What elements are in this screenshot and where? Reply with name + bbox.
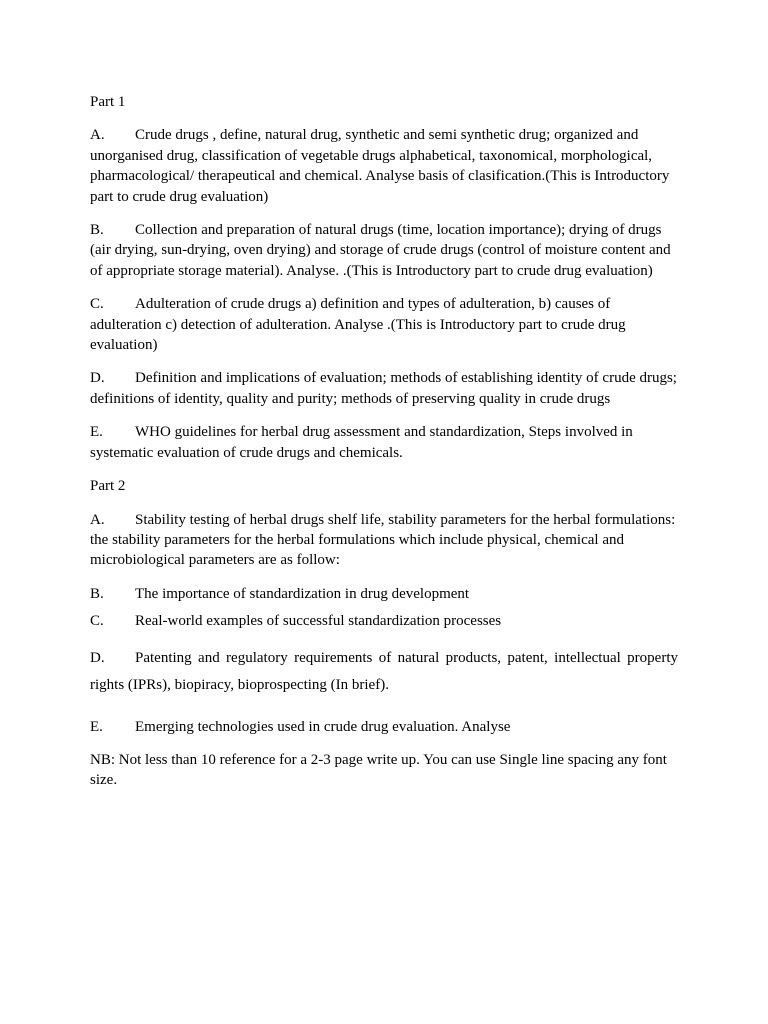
item-text: Stability testing of herbal drugs shelf life, stability parameters for the herbal formulations: the stability parameters for the herbal formulations which include physical, chemical and microbiological parameters are as follow: xyxy=(90,511,676,569)
part-2-item-c xyxy=(90,611,678,631)
item-text: Emerging technologies used in crude drug evaluation. Analyse xyxy=(135,718,511,735)
item-letter: B. xyxy=(90,585,104,602)
item-text: Adulteration of crude drugs a) definition and types of adulteration, b) causes of adulteration c) detection of adulteration. Analyse .(This is Introductory part to crude drug evaluation) xyxy=(90,296,626,354)
part-1-item-d xyxy=(90,368,678,409)
item-text: The importance of standardization in drug development xyxy=(135,585,470,602)
part-1-heading: Part 1 xyxy=(90,94,126,110)
part-2-item-e xyxy=(90,717,678,737)
item-letter: B. xyxy=(90,222,104,239)
item-text: Definition and implications of evaluation; methods of establishing identity of crude drugs; definitions of identity, quality and purity; methods of preserving quality in crude drugs xyxy=(90,370,677,407)
item-letter: E. xyxy=(90,424,103,441)
part-2-item-d xyxy=(90,645,678,699)
nb-note: NB: Not less than 10 reference for a 2-3 page write up. You can use Single line spacing any font size. xyxy=(90,751,667,789)
part-2-item-b xyxy=(90,584,678,604)
item-letter: D. xyxy=(90,649,105,666)
item-text: WHO guidelines for herbal drug assessment and standardization, Steps involved in systematic evaluation of crude drugs and chemicals. xyxy=(90,424,633,461)
part-1-item-a xyxy=(90,125,678,207)
item-text: Collection and preparation of natural drugs (time, location importance); drying of drugs (air drying, sun-drying, oven drying) and storage of crude drugs (control of moisture content and of appropriate storage material). Analyse. .(This is Introductory part to crude drug evaluation) xyxy=(90,222,671,279)
part-2-item-a xyxy=(90,510,678,571)
part-2-heading: Part 2 xyxy=(90,478,126,495)
item-letter: C. xyxy=(90,613,104,630)
item-text: Real-world examples of successful standardization processes xyxy=(135,613,502,630)
part-1-item-b xyxy=(90,220,678,281)
item-letter: A. xyxy=(90,127,105,144)
item-text: Crude drugs , define, natural drug, synthetic and semi synthetic drug; organized and unorganised drug, classification of vegetable drugs alphabetical, taxonomical, morphological, pharmacological/ therapeutical and chemical. Analyse basis of clasification.(This is Introductory part to crude drug evaluation) xyxy=(90,127,670,205)
item-text: Patenting and regulatory requirements of natural products, patent, intellectual property rights (IPRs), biopiracy, bioprospecting (In brief). xyxy=(90,649,678,693)
part-1-item-c xyxy=(90,294,678,355)
part-1-item-e xyxy=(90,422,678,463)
item-letter: D. xyxy=(90,370,105,387)
item-letter: E. xyxy=(90,718,103,735)
item-letter: A. xyxy=(90,511,105,528)
item-letter: C. xyxy=(90,296,104,313)
